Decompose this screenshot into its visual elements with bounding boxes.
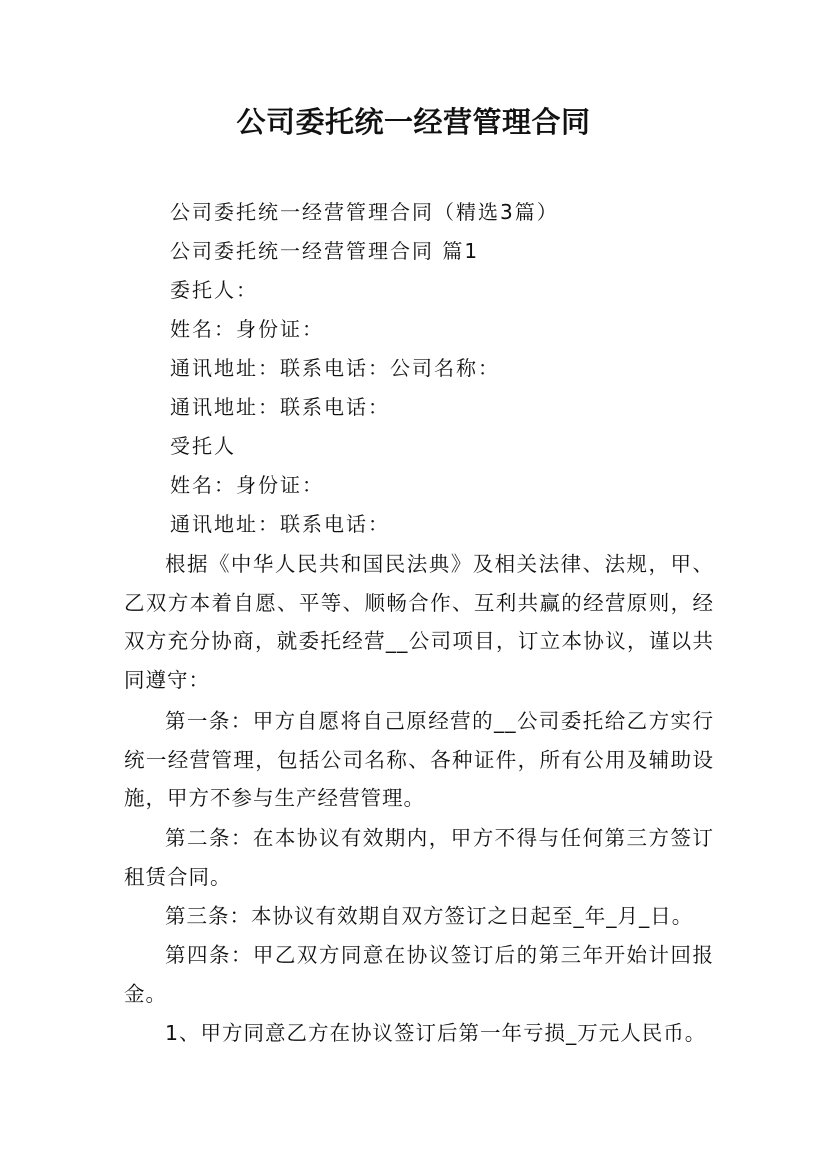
principal-name-id-field: 姓名：身份证： xyxy=(170,317,324,341)
trustee-address-phone-field: 通讯地址：联系电话： xyxy=(170,512,390,536)
principal-address-phone-company-field: 通讯地址：联系电话：公司名称： xyxy=(170,356,500,380)
trustee-label: 受托人 xyxy=(170,434,236,458)
principal-address-phone-field: 通讯地址：联系电话： xyxy=(170,395,390,419)
preamble-paragraph: 根据《中华人民共和国民法典》及相关法律、法规，甲、乙双方本着自愿、平等、顺畅合作、互利共赢的经营原则，经双方充分协商，就委托经营__公司项目，订立本协议，谨以共同遵守： xyxy=(124,552,714,692)
article-3-paragraph: 第三条：本协议有效期自双方签订之日起至_年_月_日。 xyxy=(165,904,694,928)
section-heading: 公司委托统一经营管理合同 篇1 xyxy=(170,239,480,263)
article-1-paragraph: 第一条：甲方自愿将自己原经营的__公司委托给乙方实行统一经营管理，包括公司名称、各种证件，所有公用及辅助设施，甲方不参与生产经营管理。 xyxy=(124,709,714,811)
clause-1-paragraph: 1、甲方同意乙方在协议签订后第一年亏损_万元人民币。 xyxy=(165,1021,707,1045)
document-title: 公司委托统一经营管理合同 xyxy=(236,105,591,139)
article-4-paragraph: 第四条：甲乙双方同意在协议签订后的第三年开始计回报金。 xyxy=(124,943,714,1006)
subtitle-line: 公司委托统一经营管理合同（精选3篇） xyxy=(170,200,559,224)
article-2-paragraph: 第二条：在本协议有效期内，甲方不得与任何第三方签订租赁合同。 xyxy=(124,826,714,889)
principal-label: 委托人： xyxy=(170,278,258,302)
trustee-name-id-field: 姓名：身份证： xyxy=(170,473,324,497)
